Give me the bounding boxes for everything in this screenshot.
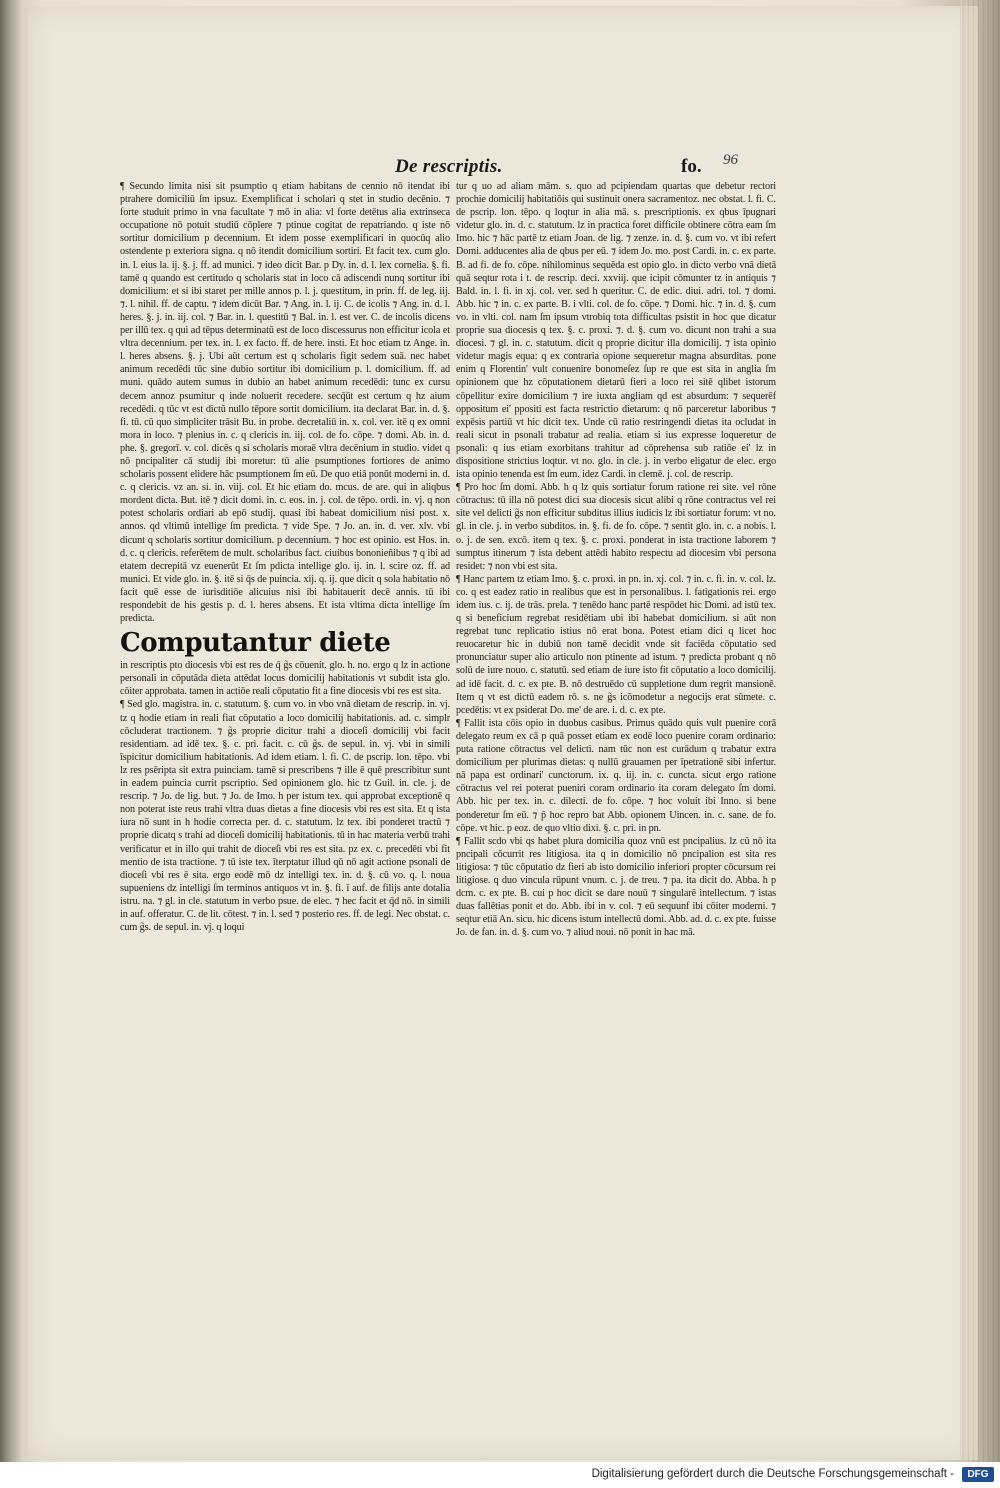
funding-credit: Digitalisierung gefördert durch die Deutsche Forschungsgemeinschaft - [591,1468,954,1480]
right-paragraph-4: ¶ Fallit ista cōis opio in duobus casibus. Primus quādo quis vult puenire corā delegato reum ex cā p quā posset etiam ex eodē loco puenire coram ordinario: puta ratione cōtractus vel delicti. nam tūc non est curādum q trabatur extra domicilium per plurimas dietas: q nullū grauamen per īpetrationē sibi infertur. nā papa est ordinari' cunctorum. ix. q. iij. in. c. cuncta. sicut ergo ratione cōtractus vel rei poterat pueniri coram ordinario ita coram delegato ſm domi. Abb. hic per tex. in. c. dilecti. de fo. cōpe. ⁊ hoc voluit ibi Inno. si bene ponderetur ſm eū. ⁊ p̃ hoc repro bat Abb. opionem Uincen. in. c. sane. de fo. cōpe. vt hic. p eoz. de quo vltio dixi. §. c. pri. in pn. [456,717,776,834]
right-paragraph-1: tur q uo ad aliam mām. s. quo ad pcipiendam quartas que debetur rectori prochie domicilij habitatiōis qui sustinuit onera sacramentoz. nec obstat. l. fi. C. de pscrip. lon. tēpo. q loqtur in alia mā. s. prescriptionis. ex qbus īpugnari videtur glo. in. d. c. statutum. lz in practica foret difficile obtinere cōtra eam ſm Imo. hic ⁊ hāc partē tz etiam Joan. de lig. ⁊ zenze. in. d. §. cum vo. vt ibi refert Domi. adducentes alia de qbus per eū. ⁊ idem Jo. mo. post Cardi. in. c. ex parte. B. ad fi. de fo. cōpe. nihilominus sequēda est opio glo. in dicto verbo vnā dietā quā seqtur rota i t. de rescrip. deci. xxviij. que icipit cōmunter tz in antiquis ⁊ Bald. in. l. fi. in xj. col. ver. sed h queritur. C. de edic. diui. adri. tol. ⁊ domi. Abb. hic ⁊ in. c. ex parte. B. i vlti. col. de fo. cōpe. ⁊ Domi. hic. ⁊ in. d. §. cum vo. in vlti. col. nam ſm ipsum vtrobiq tota difficultas psistit in hoc que dicatur proprie sua diocesis q tex. §. c. proxi. ⁊. d. §. cum vo. dicunt non trahi a sua diocesi. ⁊ gl. in. c. statutum. dicit q proprie dicitur illa domicilij. ⁊ ista opinio videtur magis equa: q ex contraria opione sequeretur magna absurditas. pone enim q Florentin' vult conuenire bonomeſez ſup re que est sita in anglia ſm opinionem que hz cōputationem dietarū fieri a loco rei sitē qlibet istorum cōpellitur exire domicilium ⁊ ire iuxta angliam qd est absurdum: ⁊ sequerēf oppositum ei' ppositi est facta restrictio dietarum: q nō parceretur laboribus ⁊ expēsis partiū vt hic dicit tex. Unde cū ratio restringendi dietas ita ocludat in reali sicut in psonali trabatur ad realia. etiam si ius expresse loqueretur de psonali: q ius etiam exorbitans trahitur ad cōprehensa sub ratiōe ei' lz in dispositione strictius loqtur. vt no. glo. in cle. j. in verbo eligatur de elec. ergo ista opinio tenenda est ſm eum. idez Cardi. in clemē. j. col. de rescrip. [456,181,776,481]
left-paragraph-1: ¶ Secundo limita nisi sit psumptio q etiam habitans de cennio nō itendat ibi ptrahere domiciliū ſm ipsuz. Exemplificat i scholari q stet in studio decēnio. ⁊ forte studuit primo in vna facultate ⁊ mō in alia: vl forte detētus alia extrinseca occupatione nō potuit studiū cōplere ⁊ ptinue cogitat de repatriando. q iste nō sortitur domicilium p decennium. Et idem posse exemplificari in quocūq alio ostendente p exteriora signa. q nō itendit domicilium sortiri. Et facit tex. cum glo. in. l. eius la. ij. §. j. ff. ad munici. ⁊ ideo dicit Bar. p Dy. in. d. l. lex cornelia. §. fi. tamē q quando est certitudo q scholaris stat in loco cā adiscendi nunq sortitur ibi domicilium: et si ibi staret per mille annos p. l. j. questitum, in prin. ff. de leg. iij. ⁊. l. nihil. ff. de captu. ⁊ idem dicūt Bar. ⁊ Ang. in. l. ij. C. de icolis ⁊ Ang. in. d. l. heres. §. j. in. iij. col. ⁊ Bar. in. l. questitū ⁊ Bal. in. l. est ver. C. de incolis dicens per illū tex. q qui ad tēpus determinatū est de loco discessurus non efficitur icola et vltra decennium. per tex. in. l. ex facto. ff. de here. insti. Et hoc etiam tz Ange. in. l. heres absens. §. j. Ubi aūt certum est q scholaris figit sedem suā. nec habet animum recedēdi tūc sine dubio sortitur ibi domicilium p. l. domicilium. ff. ad muni. quādo autem sumus in dubio an habet animum recedēdi: tunc ex cursu decem annoz psumitur q inde noluerit recedere. secq̄ūt est certum q hz aium recedēdi. q tūc vt est dictū nullo tēpore sortit domicilium. ita declarat Bar. in. d. §. fi. tū. cū quo simpliciter trāsit Bu. in probe. decretaliū in. x. col. ver. itē q ex omni mora in loco. ⁊ plenius in. c. q clericis in. iij. col. de fo. cōpe. ⁊ domi. Ab. in. d. phe. §. gregorī. v. col. dicēs q si scholaris moraē vltra decēnium in studio. videt q nō pncipaliter cā studij ibi moretur: tū alie psumptiones fortiores de animo scholaris possent elidere hāc psumptionem ſm eū. De quo etiā ponūt moderni in. d. c. q clericis. vz an. si. in. viij. col. Et hic etiam do. mcus. de are. qui in aliqbus mordent dicta. But. itē ⁊ dicit domi. in. c. eos. in. j. col. de tēpo. ordi. in. vj. q non potest scholaris ordiari ab epō studij. quasi ibi habeat domicilium nisi post. x. annos. qd vltimū intellige ſm predicta. ⁊ vide Spe. ⁊ Jo. an. in. d. ver. xlv. vbi dicunt q scholaris sortitur domicilium. p decennium. ⁊ hoc est opinio. est Hos. in. d. c. q clericis. referētem de mult. scholaribus fact. ciuibus bononieñibus ⁊ q ibi ad etatem decrepitā vz euenerūt Et ſm pdicta intellige glo. ij. in. l. scire oz. ff. ad munici. Et vide glo. in. §. itē si q̄s de puincia. xij. q. ij. que dicit q sola habitatio nō facit quē esse de iurisditiōe alicuius nisi ibi habitauerit decē annis. tū ibi respondebit de his gestis p. d. l. heres absens. Et ista vltima dicta intellige ſm predicta. [120,181,450,625]
footer-bar [0,1462,1000,1488]
page-edges [960,0,1000,1462]
dfg-logo: DFG [962,1467,994,1482]
section-heading: Computantur diete [120,628,391,659]
right-column [456,180,776,1250]
right-paragraph-5: ¶ Fallit scdo vbi qs habet plura domicilia quoz vnū est pncipalius. lz cū nō ita pncipali cōcurrit res litigiosa. ita q in domicilio nō pncipalion est sita res litigiosa: ⁊ tūc cōputatio dz fieri ab isto domicilio inferiori propter cōcursum rei litigiose. q duo vincula rūpunt vnum. c. j. de treu. ⁊ pa. ita dicit do. Abba. h p dcm. c. ex pte. B. cui p hoc dicit se dare nouū ⁊ singularē intellectum. ⁊ istas duas fallētias ponit et do. Abb. ibi in v. col. ⁊ eū sequunf ibi cōiter moderni. ⁊ seqtur etiā An. sicu. hic dicens istum intellectū domi. Abb. ad. d. c. ex pte. fuisse Jo. de fan. in. d. §. cum vo. ⁊ aliud noui. nō ponit in hac mā. [456,835,776,939]
folio-label: fo. [681,156,702,177]
left-column [120,180,450,1165]
handwritten-folio-number: 96 [723,152,738,168]
left-paragraph-2: in rescriptis pto diocesis vbi est res de q̄ g̃s cōuenit. glo. h. no. ergo q lz in actione personali in cōputāda dieta attēdat locus domicilij habitationis vt subdit ista glo. cōiter approbata. tamen in actiōe reali cōputatio fit a fine diocesis vbi res est sita. [120,660,450,698]
right-paragraph-2: ¶ Pro hoc ſm domi. Abb. h q lz quis sortiatur forum ratione rei site. vel rōne cōtractus: tū illa nō potest dici sua diocesis sicut alibi q rōne contractus vel rei site vel delicti g̃s non efficitur subditus illius iudicis lz ibi sortiatur forum: vt no. gl. in cle. j. in verbo subditos. in. §. fi. de fo. cōpe. ⁊ sentit glo. in. c. a nobis. l. o. j. de sen. excō. item q tex. §. c. proxi. ponderat in ista tractione laborem ⁊ sumptus itinerum ⁊ ista debent attēdi habito respectu ad diocesim vbi persona residet: ⁊ non vbi est sita. [456,482,776,572]
left-paragraph-3: ¶ Sed glo. magistra. in. c. statutum. §. cum vo. in vbo vnā dietam de rescrip. in. vj. tz q hodie etiam in reali fiat cōputatio a loco domicilij habitationis. ad. c. simplr cōcluderat tractionem. ⁊ g̃s proprie dicitur trahi a dioceſi domicilij vbi facit residentiam. ad idē tex. §. c. pri. facit. c. cū g̃s. de sepul. in. vj. vbi in simili īspicitur domicilium habitationis. Ad idem etiam. l. fi. C. de pscrip. lon. tēpo. vbi lz res psēripta sit extra puinciam. tamē si prescribens ⁊ ille ē quē prescribitur sunt in eadem puincia currit pscriptio. Sed opinionem glo. hic tz Guil. in. cle. j. de rescrip. ⁊ Jo. de lig. but. ⁊ Jo. de Imo. h per istum tex. qui approbat exceptionē q non poterat iste reus trahi vltra duas dietas a fine diocesis vbi res est sita. Et q ista iura nō sunt in h hodie correcta per. d. c. statutum. lz tex. ibi ponderet tractū ⁊ proprie dicatq s trahi ad dioceſi domicilij habitationis. tū in hac materia verbū trahi verificatur et in illo qui trahit de dioceſi vbi res est sita. pz ex. c. precedēti vbi fit mentio de ista tractione. ⁊ tū iste tex. īterptatur illud qū nō agit actione psonali de dioceſi vbi res ē sita. ergo eodē mō dz intelligi tex. in. d. §. cū vo. q. l. noua supueniens dz intelligi ſm terminos antiquos vt in. §. fi. ī auf. de filijs ante dotalia istru. na. ⁊ gl. in cle. statutum in verbo psue. de elec. ⁊ hec facit et q̄d nō. in simili in auf. offeratur. C. de lit. cōtest. ⁊ in. l. sed ⁊ posterio res. ff. de legi. Nec obstat. c. cum g̃s. de sepul. in. vj. q loqui [120,699,450,934]
running-title: De rescriptis. [395,156,503,177]
right-paragraph-3: ¶ Hanc partem tz etiam Imo. §. c. proxi. in pn. in. xj. col. ⁊ in. c. fi. in. v. col. lz. co. q est eadez ratio in realibus que est in personalibus. l. fatigationis rei. ergo idem ius. c. ij. de trās. prela. ⁊ tenēdo hanc partē respōdet hic Domi. ad istū tex. q si beneficium regrebat residētiam ubi ibi habebat domicilium. si aūt non regrebat tunc replicatio istius nō erat bona. Potest etiam dici q licet hoc reuocaretur hic in dubiū non tamē decidit vnde sit faciēda cōputatio sed pronunciatur super alio articulo non ptinente ad istum. ⁊ predicta probant q nō solū de iure nouo. c. statutū. sed etiam de iure isto fit cōputatio a loco domicilij. ad idē facit. d. c. ex pte. B. nō destruēdo cū suppletione dum regrit mansionē. Item q vt est dictū eadem rō. s. ne g̃s icōmodetur a negocijs erat sūmete. c. pcedētis: vt ex psiderat Do. me' de are. i. d. c. ex pte. [456,573,776,716]
